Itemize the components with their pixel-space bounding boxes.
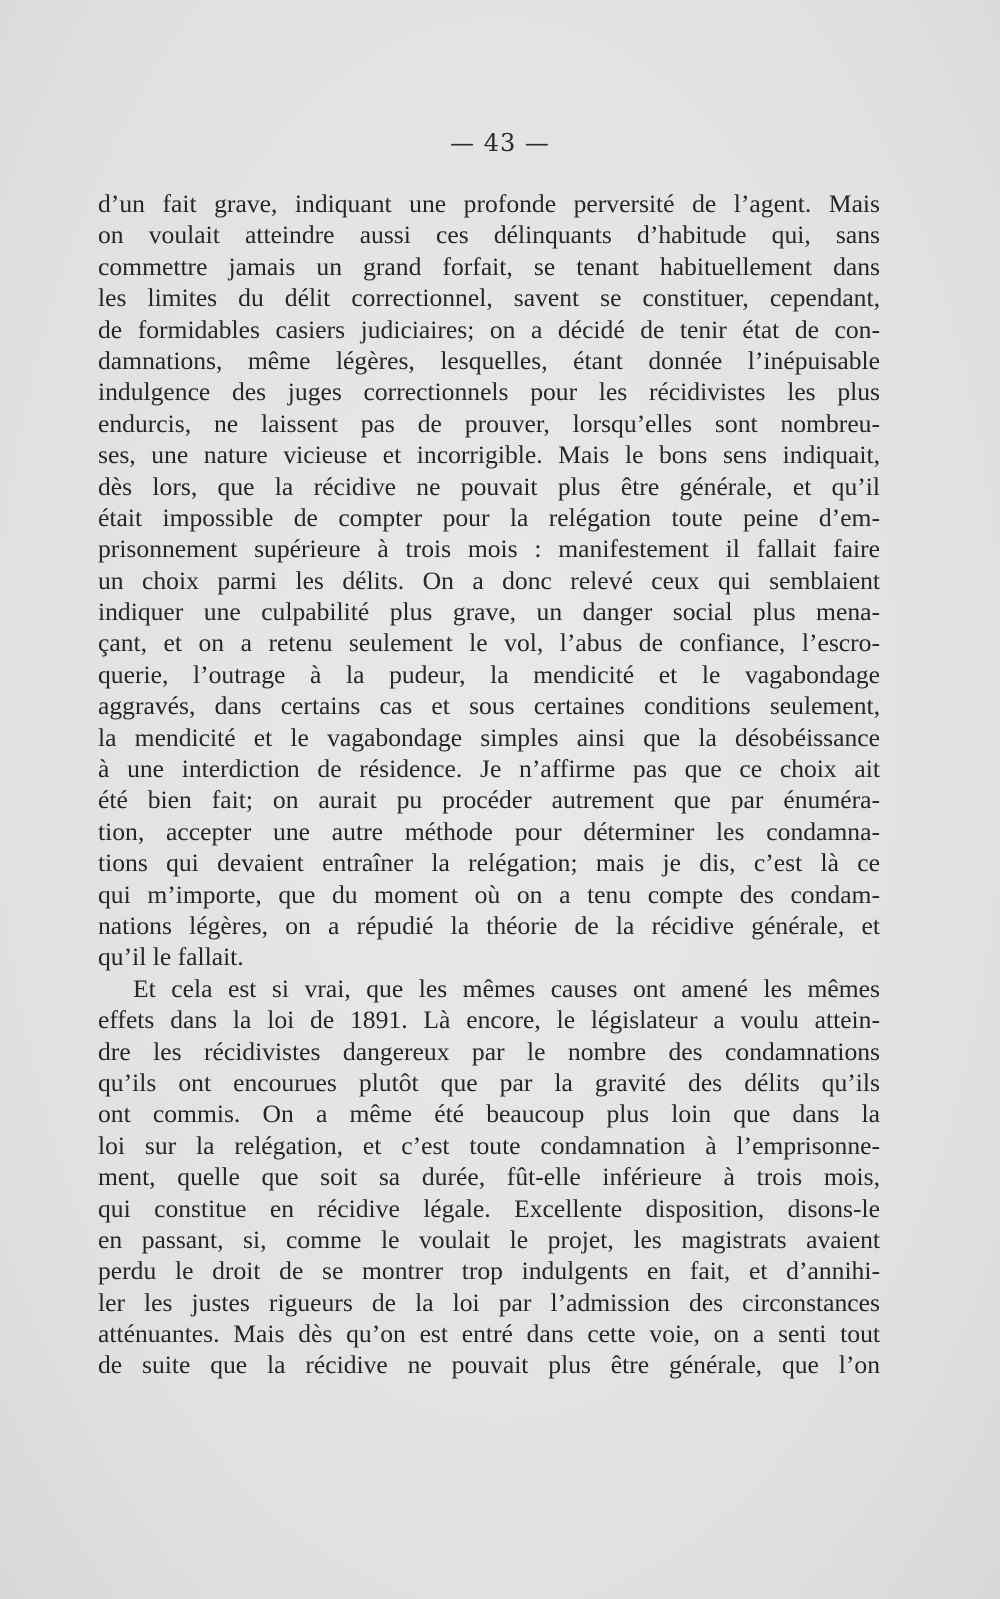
text-line: atténuantes. Mais dès qu’on est entré dans cette voie, on a senti tout	[98, 1319, 880, 1349]
text-line: la mendicité et le vagabondage simples ainsi que la désobéissance	[98, 722, 880, 752]
text-line: de suite que la récidive ne pouvait plus être générale, que l’on	[98, 1350, 880, 1380]
text-line: prisonnement supérieure à trois mois : manifestement il fallait faire	[98, 534, 880, 564]
text-line: qui m’importe, que du moment où on a tenu compte des condam-	[98, 879, 880, 909]
text-line: qu’ils ont encourues plutôt que par la gravité des délits qu’ils	[98, 1067, 880, 1097]
page-number: — 43 —	[450, 129, 550, 157]
text-line: nations légères, on a répudié la théorie de la récidive générale, et	[98, 910, 880, 940]
text-line: en passant, si, comme le voulait le projet, les magistrats avaient	[98, 1224, 880, 1254]
body-text	[98, 188, 880, 1381]
text-line: à une interdiction de résidence. Je n’affirme pas que ce choix ait	[98, 754, 880, 784]
text-line: on voulait atteindre aussi ces délinquants d’habitude qui, sans	[98, 220, 880, 250]
text-line: commettre jamais un grand forfait, se tenant habituellement dans	[98, 251, 880, 281]
text-line: les limites du délit correctionnel, savent se constituer, cependant,	[98, 283, 880, 313]
text-line: ont commis. On a même été beaucoup plus loin que dans la	[98, 1099, 880, 1129]
text-line: indulgence des juges correctionnels pour les récidivistes les plus	[98, 377, 880, 407]
text-line: été bien fait; on aurait pu procéder autrement que par énuméra-	[98, 785, 880, 815]
text-line: ler les justes rigueurs de la loi par l’admission des circonstances	[98, 1287, 880, 1317]
text-line: effets dans la loi de 1891. Là encore, le législateur a voulu attein-	[98, 1005, 880, 1035]
text-line: ment, quelle que soit sa durée, fût-elle inférieure à trois mois,	[98, 1162, 880, 1192]
text-line: dre les récidivistes dangereux par le nombre des condamnations	[98, 1036, 880, 1066]
text-line: aggravés, dans certains cas et sous certaines conditions seulement,	[98, 691, 880, 721]
text-line: tions qui devaient entraîner la relégation; mais je dis, c’est là ce	[98, 848, 880, 878]
text-line: ses, une nature vicieuse et incorrigible. Mais le bons sens indiquait,	[98, 440, 880, 470]
text-line: qu’il le fallait.	[98, 942, 244, 972]
text-line: çant, et on a retenu seulement le vol, l’abus de confiance, l’escro-	[98, 628, 880, 658]
text-line: querie, l’outrage à la pudeur, la mendicité et le vagabondage	[98, 659, 880, 689]
text-line: dès lors, que la récidive ne pouvait plus être générale, et qu’il	[98, 471, 880, 501]
text-line: endurcis, ne laissent pas de prouver, lorsqu’elles sont nombreu-	[98, 408, 880, 438]
text-line: d’un fait grave, indiquant une profonde perversité de l’agent. Mais	[98, 189, 880, 218]
text-line: un choix parmi les délits. On a donc relevé ceux qui semblaient	[98, 565, 880, 595]
text-line: loi sur la relégation, et c’est toute condamnation à l’emprisonne-	[98, 1130, 880, 1160]
text-line: tion, accepter une autre méthode pour déterminer les condamna-	[98, 816, 880, 846]
text-line: Et cela est si vrai, que les mêmes causes ont amené les mêmes	[133, 973, 880, 1003]
text-line: indiquer une culpabilité plus grave, un danger social plus mena-	[98, 597, 880, 627]
text-line: était impossible de compter pour la relégation toute peine d’em-	[98, 502, 880, 532]
text-line: de formidables casiers judiciaires; on a décidé de tenir état de con-	[98, 314, 880, 344]
text-line: damnations, même légères, lesquelles, étant donnée l’inépuisable	[98, 345, 880, 375]
text-line: perdu le droit de se montrer trop indulgents en fait, et d’annihi-	[98, 1256, 880, 1286]
text-line: qui constitue en récidive légale. Excellente disposition, disons-le	[98, 1193, 880, 1223]
